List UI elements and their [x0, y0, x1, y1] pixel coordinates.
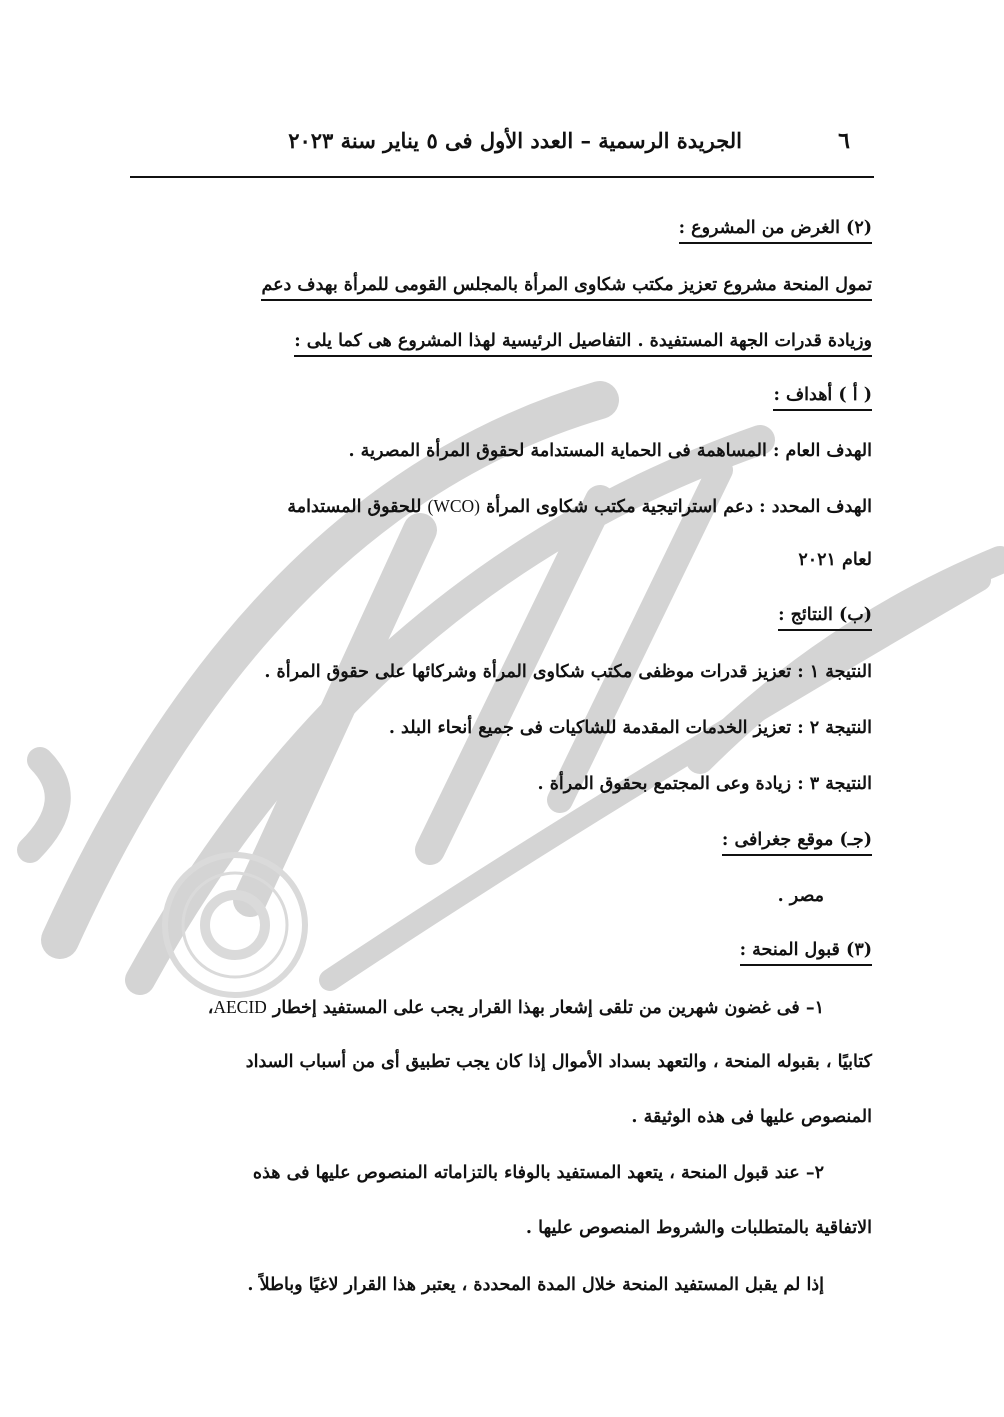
section-2-line2: وزيادة قدرات الجهة المستفيدة . التفاصيل الرئيسية لهذا المشروع هى كما يلى : [294, 331, 872, 352]
page-number: ٦ [838, 128, 850, 154]
result-3: النتيجة ٣ : زيادة وعى المجتمع بحقوق المرأة . [537, 774, 872, 794]
location-heading: (جـ) موقع جغرافى : [722, 830, 872, 851]
result-2: النتيجة ٢ : تعزيز الخدمات المقدمة للشاكيات فى جميع أنحاء البلد . [388, 718, 872, 738]
final-statement: إذا لم يقبل المستفيد المنحة خلال المدة المحددة ، يعتبر هذا القرار لاغيًا وباطلاً . [247, 1275, 824, 1295]
objectives-heading: ( أ ) أهداف : [773, 385, 872, 406]
objective-specific-line2: لعام ٢٠٢١ [798, 550, 872, 570]
section-3-heading: (٣) قبول المنحة : [740, 940, 872, 961]
section-3-item2-line2: الاتفاقية بالمتطلبات والشروط المنصوص عليها . [525, 1218, 872, 1238]
section-3-item1-line2: كتابيًا ، بقبوله المنحة ، والتعهد بسداد الأموال إذا كان يجب تطبيق أى من أسباب السداد [245, 1052, 872, 1072]
section-3-item1-line1: ١– فى غضون شهرين من تلقى إشعار بهذا القرار يجب على المستفيد إخطار AECID، [207, 997, 824, 1018]
location-value: مصر . [777, 886, 824, 906]
gazette-title: الجريدة الرسمية – العدد الأول فى ٥ يناير سنة ٢٠٢٣ [288, 128, 742, 153]
page-header [130, 128, 874, 178]
aecid-abbreviation: AECID [213, 997, 267, 1017]
objective-specific-line1: الهدف المحدد : دعم استراتيجية مكتب شكاوى المرأة (WCO) للحقوق المستدامة [287, 496, 872, 517]
objective-general: الهدف العام : المساهمة فى الحماية المستدامة لحقوق المرأة المصرية . [348, 441, 872, 461]
wco-abbreviation: (WCO) [427, 496, 480, 516]
section-3-item1-line3: المنصوص عليها فى هذه الوثيقة . [631, 1107, 872, 1127]
results-heading: (ب) النتائج : [778, 605, 872, 626]
result-1: النتيجة ١ : تعزيز قدرات موظفى مكتب شكاوى المرأة وشركائها على حقوق المرأة . [264, 662, 872, 682]
section-3-item2-line1: ٢– عند قبول المنحة ، يتعهد المستفيد بالوفاء بالتزاماته المنصوص عليها فى هذه [252, 1163, 824, 1183]
section-2-line1: تمول المنحة مشروع تعزيز مكتب شكاوى المرأة بالمجلس القومى للمرأة بهدف دعم [261, 275, 872, 296]
section-2-heading: (٢) الغرض من المشروع : [679, 218, 872, 239]
